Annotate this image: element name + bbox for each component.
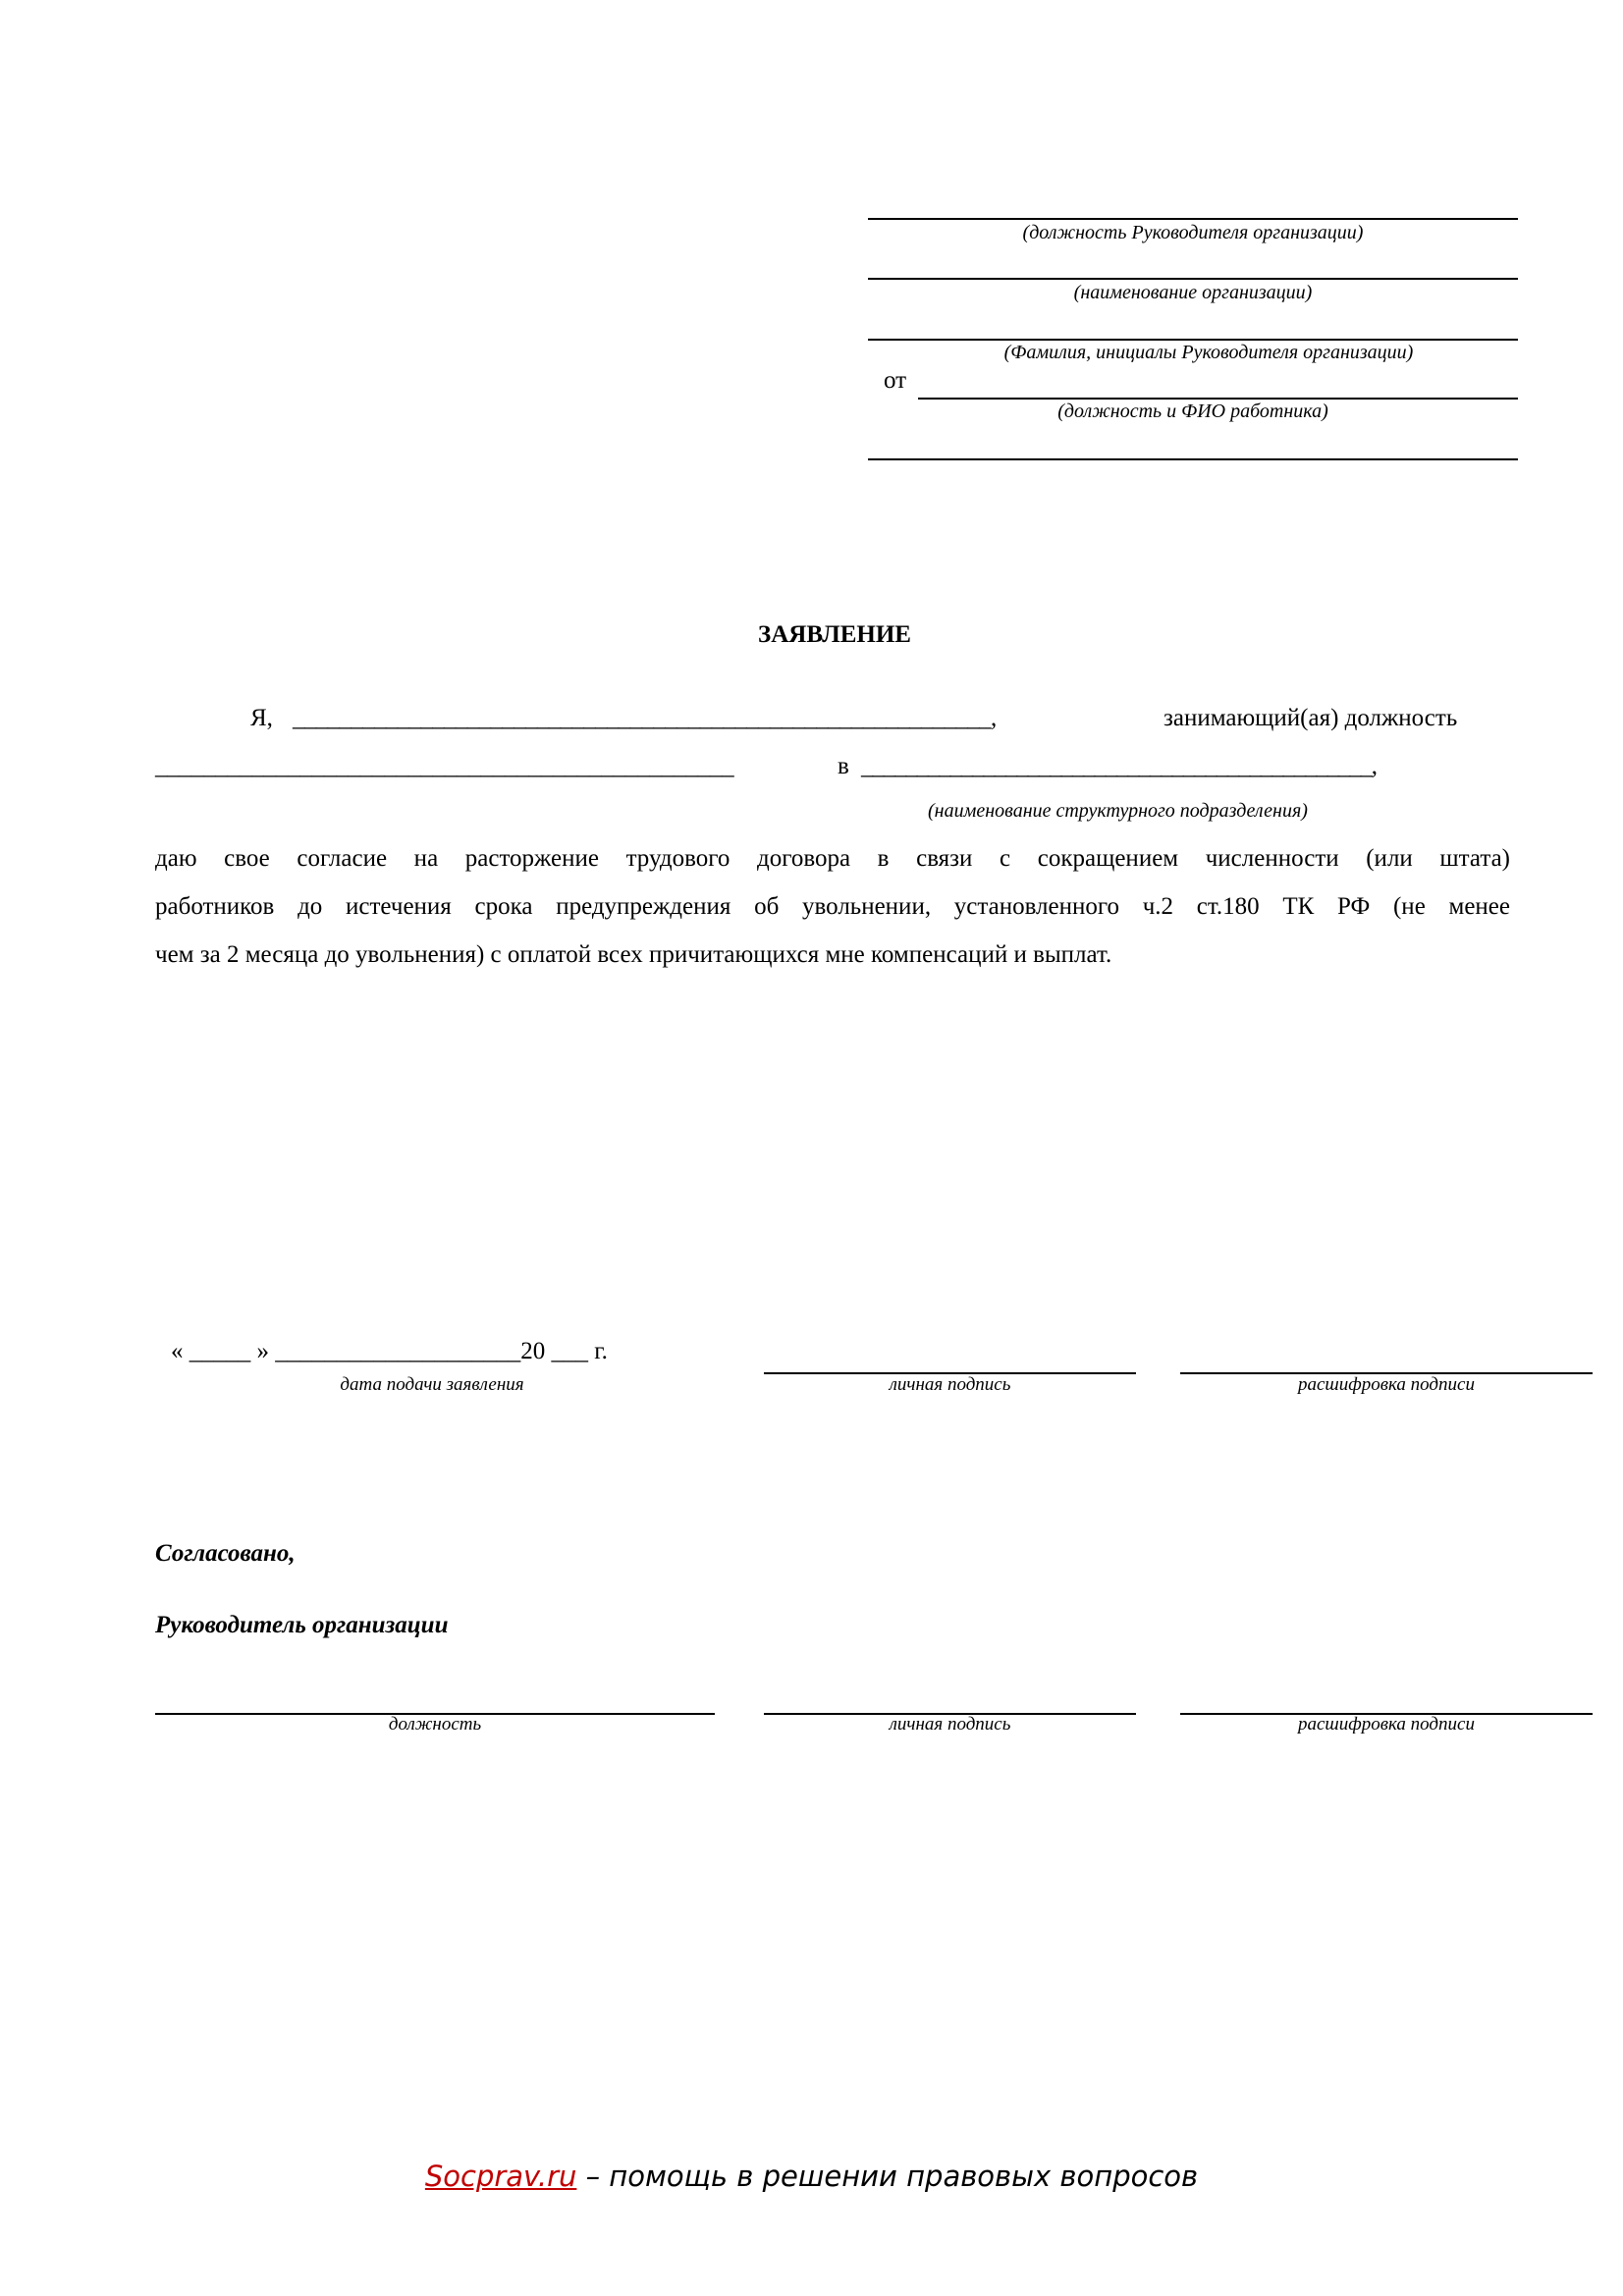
body-line4: работников до истечения срока предупреждения об увольнении, установленного ч.2 ст.180 ТК РФ (не менее <box>155 893 1510 920</box>
header-line-head-name <box>868 339 1518 341</box>
footer <box>0 2160 1623 2193</box>
header-line-org <box>868 278 1518 280</box>
body-line3: даю свое согласие на расторжение трудового договора в связи с сокращением численности (или штата) <box>155 845 1510 872</box>
body-line5: чем за 2 месяца до увольнения) с оплатой всех причитающихся мне компенсаций и выплат. <box>155 941 1112 968</box>
caption-head-position: (должность Руководителя организации) <box>1022 222 1364 243</box>
approval-agreed: Согласовано, <box>155 1540 296 1567</box>
document-title: ЗАЯВЛЕНИЕ <box>758 621 911 648</box>
header-line-bottom <box>868 458 1518 460</box>
caption-approval-signature: личная подпись <box>889 1714 1011 1735</box>
caption-head-name: (Фамилия, инициалы Руководителя организации) <box>1003 342 1414 363</box>
from-label: от <box>884 367 907 394</box>
header-line-employee <box>918 398 1518 400</box>
body-line2-in: в <box>838 753 849 779</box>
body-line2-blank-b: ______________________________________________, <box>861 753 1377 779</box>
caption-org-name: (наименование организации) <box>1073 282 1313 303</box>
caption-employee-signature: личная подпись <box>889 1374 1011 1395</box>
application-date: « _____ » ____________________20 ___ г. <box>171 1338 608 1364</box>
approval-head: Руководитель организации <box>155 1612 449 1638</box>
caption-approval-decoding: расшифровка подписи <box>1298 1714 1475 1735</box>
caption-approval-position: должность <box>388 1714 482 1735</box>
caption-employee: (должность и ФИО работника) <box>1057 400 1328 422</box>
footer-tagline: – помощь в решении правовых вопросов <box>576 2160 1199 2193</box>
body-line1-blank: ____________________________________________________________, <box>293 705 997 731</box>
body-line1-suffix: занимающий(ая) должность <box>1163 705 1458 731</box>
footer-brand-link[interactable]: Socprav.ru <box>424 2160 577 2193</box>
caption-employee-decoding: расшифровка подписи <box>1298 1374 1475 1395</box>
header-line-position <box>868 218 1518 220</box>
caption-application-date: дата подачи заявления <box>340 1374 524 1395</box>
caption-department: (наименование структурного подразделения) <box>928 800 1308 822</box>
body-line2-blank-a: ________________________________________________ <box>155 753 734 779</box>
body-line1-prefix: Я, <box>250 705 273 731</box>
